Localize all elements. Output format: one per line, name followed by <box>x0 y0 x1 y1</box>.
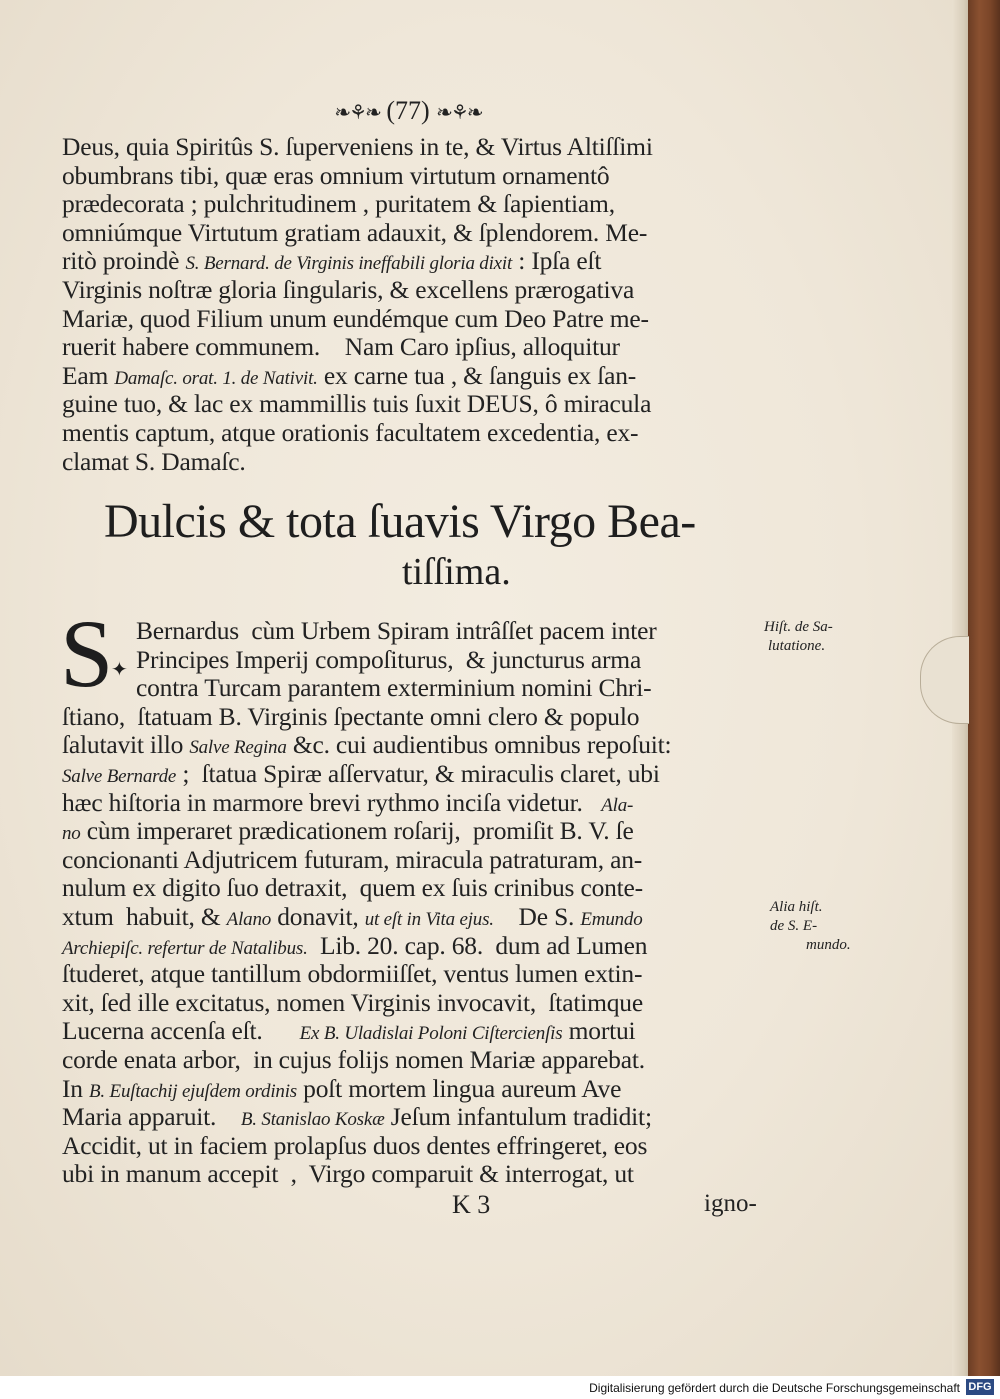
text-run: ſtiano, ſtatuam B. Virginis ſpectante omni clero & populo <box>62 701 640 731</box>
text-line <box>62 1131 647 1161</box>
initial-ornament: ✦ <box>111 659 128 681</box>
text-run: mentis captum, atque orationis facultatem excedentia, ex- <box>62 418 639 447</box>
italic-citation: B. Stanislao Koskæ <box>240 1109 385 1131</box>
text-run: xit, ſed ille excitatus, nomen Virginis invocavit, ſtatimque <box>62 987 643 1017</box>
text-line <box>62 418 638 448</box>
italic-citation: S. Bernard. de Virginis ineffabili gloria dixit <box>185 253 513 275</box>
text-run: concionanti Adjutricem futuram, miracula patraturam, an- <box>62 844 643 874</box>
text-run: xtum habuit, & <box>62 902 227 931</box>
italic-citation: Salve Bernarde <box>62 766 177 787</box>
text-run: : Ipſa eſt <box>512 246 602 276</box>
text-line <box>136 645 641 675</box>
text-line <box>62 702 639 732</box>
text-run: ex carne tua , & ſanguis ex ſan- <box>317 360 637 390</box>
ornament-left: ❧⚘❧ <box>334 102 380 124</box>
signature-mark: K 3 <box>452 1190 491 1219</box>
text-line <box>62 845 642 875</box>
funding-credit: Digitalisierung gefördert durch die Deutsche Forschungsgemeinschaft <box>589 1381 960 1395</box>
italic-citation: Emundo <box>580 909 643 930</box>
text-run: Jeſum infantulum tradidit; <box>384 1102 652 1132</box>
text-line <box>62 988 643 1018</box>
text-run: Accidit, ut in faciem prolapſus duos dentes effringeret, eos <box>62 1130 648 1160</box>
italic-citation: Damaſc. orat. 1. de Nativit. <box>114 367 318 389</box>
text-run: Deus, quia Spiritûs S. ſuperveniens in te, & Virtus Altiſſimi <box>62 132 653 161</box>
text-run: omniúmque Virtutum gratiam adauxit, & ſplendorem. Me- <box>62 217 648 247</box>
text-run: nulum ex digito ſuo detraxit, quem ex ſuis crinibus conte- <box>62 873 643 903</box>
italic-citation: no <box>62 823 81 845</box>
text-line <box>62 873 643 903</box>
text-run: hæc hiſtoria in marmore brevi rythmo inciſa videtur. <box>62 787 602 817</box>
ornament-right: ❧⚘❧ <box>436 102 482 124</box>
text-run: corde enata arbor, in cujus folijs nomen Mariæ apparebat. <box>62 1045 645 1074</box>
text-line <box>62 1159 634 1189</box>
text-run: Lib. 20. cap. 68. dum ad Lumen <box>307 930 648 960</box>
italic-citation: Salve Regina <box>189 737 287 759</box>
text-run: contra Turcam parantem exterminium nomini Chri- <box>136 673 652 703</box>
text-run: ruerit habere communem. Nam Caro ipſius, alloquitur <box>62 332 620 362</box>
text-line <box>136 616 657 646</box>
text-run: ſalutavit illo <box>62 730 190 760</box>
text-line <box>62 959 642 989</box>
text-run: ſtuderet, atque tantillum obdormiiſſet, ventus lumen extin- <box>62 959 643 989</box>
text-line <box>136 673 651 703</box>
text-run: Bernardus cùm Urbem Spiram intrâſſet pacem inter <box>136 616 657 645</box>
text-run: guine tuo, & lac ex mammillis tuis ſuxit DEUS, ô miracula <box>62 389 652 419</box>
text-run: In <box>62 1073 90 1103</box>
text-line <box>62 304 649 334</box>
text-run: Lucerna accenſa eſt. <box>62 1016 300 1046</box>
text-run: Maria apparuit. <box>62 1102 241 1132</box>
marginal-note-line: Hiſt. de Sa- <box>764 619 833 635</box>
text-run: mortui <box>562 1016 636 1046</box>
text-run: ; ſtatua Spiræ aſſervatur, & miraculis claret, ubi <box>176 759 660 788</box>
italic-citation: Archiepiſc. refertur de Natalibus. <box>62 937 308 959</box>
section-heading-line-1: Dulcis & tota ſuavis Virgo Bea- <box>104 495 696 548</box>
page-header <box>318 96 498 126</box>
text-run: prædecorata ; pulchritudinem , puritatem & ſapientiam, <box>62 189 615 219</box>
text-line <box>62 389 651 419</box>
book-cover-edge <box>968 0 1000 1376</box>
page-number: (77) <box>386 96 430 125</box>
italic-citation: ut eſt in Vita ejus. <box>364 909 494 930</box>
text-run: clamat S. Damaſc. <box>62 446 246 476</box>
marginal-note-line: lutatione. <box>768 638 826 654</box>
text-line <box>62 332 620 362</box>
section-heading-line-2: tiſſima. <box>402 551 511 593</box>
text-run: ritò proindè <box>62 246 186 276</box>
marginal-note-2 <box>770 898 851 955</box>
italic-citation: B. Euſtachij ejuſdem ordinis <box>89 1080 297 1102</box>
drop-initial: S <box>60 600 114 707</box>
text-run: cùm imperaret prædicationem roſarij, promiſit B. V. ſe <box>80 816 634 846</box>
text-run: donavit, <box>271 902 365 931</box>
marginal-note-line: Alia hiſt. <box>770 899 823 915</box>
text-line <box>62 275 634 305</box>
marginal-note-line: de S. E- <box>770 918 818 934</box>
text-run: &c. cui audientibus omnibus repoſuit: <box>286 730 672 760</box>
italic-citation: Ala- <box>601 794 634 816</box>
text-line <box>62 447 246 477</box>
text-run: De S. <box>493 902 581 931</box>
text-line <box>62 161 609 191</box>
text-run: poſt mortem lingua aureum Ave <box>296 1073 622 1103</box>
catchword: igno- <box>704 1190 757 1217</box>
text-line <box>62 132 653 162</box>
italic-citation: Ex B. Uladislai Poloni Ciſtercienſis <box>299 1023 563 1045</box>
text-run: Virginis noſtræ gloria ſingularis, & excellens prærogativa <box>62 275 635 304</box>
text-run: Eam <box>62 360 115 390</box>
text-run: obumbrans tibi, quæ eras omnium virtutum ornamentô <box>62 160 610 190</box>
text-line <box>62 189 615 219</box>
dfg-logo: DFG <box>966 1379 994 1395</box>
text-run: ubi in manum accepit , Virgo comparuit & interrogat, ut <box>62 1159 634 1189</box>
text-line <box>62 218 647 248</box>
text-run: Principes Imperij compoſiturus, & juncturus arma <box>136 644 642 674</box>
marginal-note-1 <box>764 618 833 656</box>
text-line <box>62 1045 645 1075</box>
marginal-note-line: mundo. <box>806 937 851 953</box>
text-run: Mariæ, quod Filium unum eundémque cum Deo Patre me- <box>62 303 649 333</box>
italic-citation: Alano <box>226 909 272 930</box>
